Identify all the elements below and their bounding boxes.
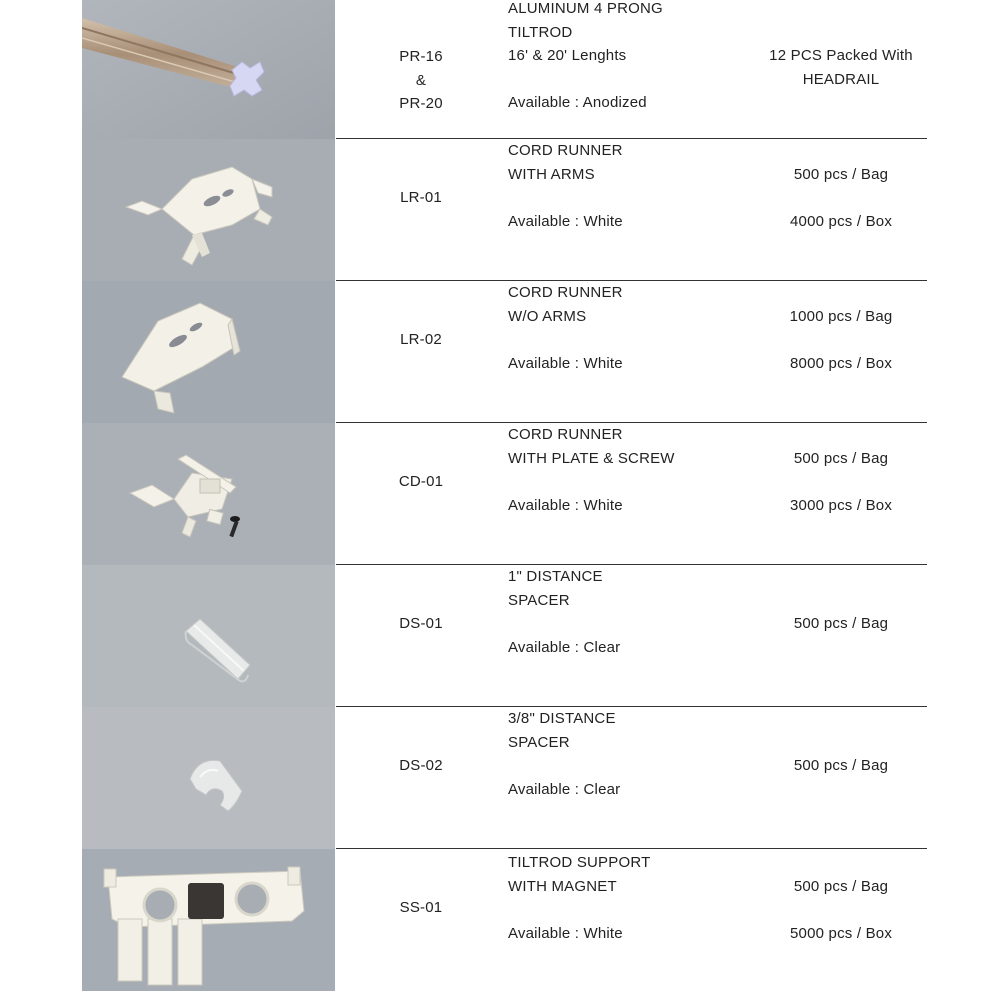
product-description: 1" DISTANCE SPACER Available : Clear <box>508 568 621 656</box>
product-packing: 12 PCS Packed With HEADRAIL <box>769 47 913 88</box>
product-code: SS-01 <box>399 899 443 916</box>
cord-runner-with-arms-photo <box>82 139 335 281</box>
product-packing: 500 pcs / Bag 5000 pcs / Box <box>789 877 893 942</box>
product-description: CORD RUNNER WITH PLATE & SCREW Available : White <box>508 426 675 514</box>
product-description: CORD RUNNER W/O ARMS Available : White <box>508 284 623 372</box>
product-row-pr <box>0 0 1000 142</box>
product-code: PR-16 & PR-20 <box>399 48 443 112</box>
product-description: TILTROD SUPPORT WITH MAGNET Available : White <box>508 854 651 942</box>
product-description: CORD RUNNER WITH ARMS Available : White <box>508 142 623 230</box>
product-description: ALUMINUM 4 PRONG TILTROD 16' & 20' Lenghts Available : Anodized <box>508 0 663 111</box>
cord-runner-without-arms-photo <box>82 281 335 423</box>
product-row-ss-01 <box>0 849 1000 991</box>
cord-runner-with-plate-photo <box>82 423 335 565</box>
product-row-lr-02 <box>0 281 1000 423</box>
distance-spacer-3-8in-photo <box>82 707 335 849</box>
product-row-ds-01 <box>0 565 1000 707</box>
product-description: 3/8" DISTANCE SPACER Available : Clear <box>508 710 621 798</box>
product-code: DS-01 <box>399 615 443 632</box>
product-packing: 500 pcs / Bag 4000 pcs / Box <box>789 165 893 230</box>
product-packing: 1000 pcs / Bag 8000 pcs / Box <box>789 307 893 372</box>
product-code: LR-01 <box>400 189 442 206</box>
product-row-cd-01 <box>0 423 1000 565</box>
product-code: CD-01 <box>398 473 444 490</box>
tiltrod-support-photo <box>82 849 335 991</box>
product-row-lr-01 <box>0 139 1000 281</box>
product-packing: 500 pcs / Bag <box>793 615 889 632</box>
product-code: DS-02 <box>399 757 443 774</box>
product-row-ds-02 <box>0 707 1000 849</box>
distance-spacer-1in-photo <box>82 565 335 707</box>
tiltrod-photo <box>82 0 335 142</box>
product-packing: 500 pcs / Bag <box>793 757 889 774</box>
product-packing: 500 pcs / Bag 3000 pcs / Box <box>789 449 893 514</box>
product-code: LR-02 <box>400 331 442 348</box>
